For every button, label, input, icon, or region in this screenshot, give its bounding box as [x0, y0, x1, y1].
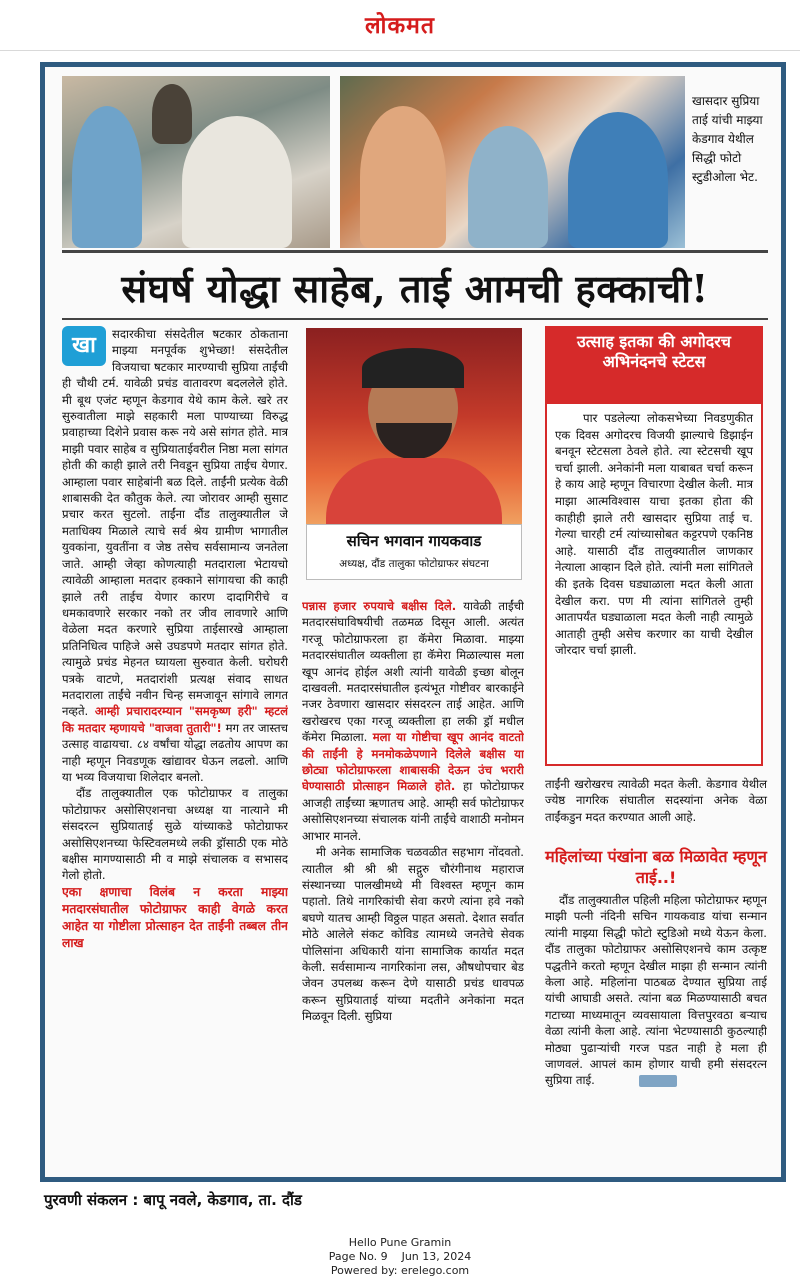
lokmat-logo: लोकमत: [364, 12, 436, 39]
divider: [62, 250, 768, 253]
col1-paragraph-1-tail: मग तर जास्तच उत्साह वाढायचा. ८४ वर्षांचा योद्धा लढतोय आपण का नाही म्हणून निवडणूक खांद्यावर घेऊन लढलो. आणि या भव्य विजयाचा शिलेदार बनलो.: [62, 720, 288, 784]
portrait-sachin-gaikwad: [306, 328, 522, 524]
col2-highlight-2: मला या गोष्टीचा खूप आनंद वाटतो की ताईंनी हे मनमोकळेपणाने दिलेले बक्षीस या छोट्या फोटोग्राफरला शाबासकी देऊन उंच भरारी घेण्यासाठी प्रोत्साहन मिळाले होते.: [302, 730, 524, 794]
column-1: [62, 326, 288, 1171]
photo-studio-visit: [340, 76, 685, 248]
col1-paragraph-1: सदारकीचा संसदेतील षटकार ठोकताना माझ्या मनपूर्वक शुभेच्छा! संसदेतील विजयाचा षटकार मारण्याची सुप्रिया ताईंची ही चौथी टर्म. यावेळी प्रचंड वातावरण बदललेले होते. मी बूथ एजंट म्हणून केडगाव येथे काम केले. खरे तर सुरुवातीला माझे सहकारी मला पाण्याच्या विरुद्ध प्रवाहाच्या दिशेने प्रवास करू नये असे सांगत होते. मात्र माझी पवार साहेब व सुप्रियाताईवरील निष्ठा मला सांगत होती की काही झाले तरी निवडून सुप्रिया ताईच येणार. आम्हाला पवार साहेबांनी बळ दिले. ताईंनी प्रत्येक वेळी शाबासकी देत कौतुक केले. त्या जोरावर आम्ही सुसाट प्रचार करत सुटलो. ताईंना दौंड तालुक्यातील जे मताधिक्य मिळाले त्याचे सर्व श्रेय ग्रामीण भागातील युवकांना, युवतींना व जेष्ठ तसेच सर्वसामान्य जनतेला जाते. आम्ही जेव्हा कोणत्याही मतदाराला भेटायचो त्यावेळी आम्हाला मतदार हक्काने सांगायचा की काही झाले तरी ताईच येणार कारण दादागिरीचे व धमकावणारे सरकार नको तर जीव लावणारे आणि वेळेला मदत करणारे सुप्रिया ताईसारखे आम्हाला प्रतिनिधित्व पाहिजे असे उघडपणे मतदार सांगत होते. त्यामुळे प्रचंड मेहनत घ्यायला सुरुवात केली. घरोघरी पत्रके वाटणे, मतदारांशी प्रत्यक्ष संवाद साधत मतदाराला ताईंचे नवीन चिन्ह समजावून सांगावे लागत नव्हते.: [62, 327, 288, 719]
col1-paragraph-2: दौंड तालुक्यातील एक फोटोग्राफर व तालुका फोटोग्राफर असोसिएशनचा अध्यक्ष या नात्याने मी संसदरत्न सुप्रियाताई सुळे यांच्याकडे फोटोग्राफर असोसिएशनच्या फेस्टिवलमध्ये लकी ड्रॉसाठी एक मोठे बक्षीस मागण्यासाठी मी व माझे संचालक व सभासद गेलो होतो.: [62, 786, 288, 883]
sidebar-text: पार पडलेल्या लोकसभेच्या निवडणुकीत एक दिवस अगोदरच विजयी झाल्याचे डिझाईन बनवून स्टेटसला ठेवले होते. त्या स्टेटसची खूप चर्चा झाली. अनेकांनी मला याबाबत चर्चा करून हे काय आहे म्हणून विचारणा देखील केली. मात्र माझा आत्मविश्वास याचा इतका होता की काहीही झाले तरी खासदार सुप्रिया ताई च. गेल्या चारही टर्म त्यांच्यासोबत कट्टरपणे एकनिष्ठ आहे. यासाठी दौंड तालुक्यातील जाणकार नेत्याला आव्हान दिले होते. त्यांनी मला सांगितले की इतके दिवस घड्याळाला मदत केली आता देखील करा. पण मी त्यांना सांगितले तुम्ही आतापर्यंत घड्याळाला मदत केली नाही त्यामुळे आताही तुम्ही असेच करणार का याची देखील जोरदार चर्चा झाली.: [555, 411, 753, 658]
col1-red-paragraph: एका क्षणाचा विलंब न करता माझ्या मतदारसंघातील फोटोग्राफर काही वेगळे करत आहेत या गोष्टीला प्रोत्साहन देत ताईंनी तब्बल तीन लाख: [62, 884, 288, 950]
photo-caption: खासदार सुप्रिया ताई यांची माझ्या केडगाव येथील सिद्धी फोटो स्टुडीओला भेट.: [692, 94, 763, 184]
powered-by: Powered by: erelego.com: [330, 1264, 470, 1277]
profile-name: सचिन भगवान गायकवाड: [346, 532, 482, 550]
col3-paragraph-2: दौंड तालुक्यातील पहिली महिला फोटोग्राफर म्हणून माझी पत्नी नंदिनी सचिन गायकवाड यांचा सन्मान त्यांनी माझ्या सिद्धी फोटो स्टुडिओ मध्ये येऊन केला. दौंड तालुका फोटोग्राफर असोसिएशनचे काम उत्कृष्ट पद्धतीने करतो म्हणून देखील माझा ही सन्मान त्यांनी केला आहे. महिलांना पाठबळ देण्यात सुप्रिया ताई यांची आघाडी असते. त्यांना बळ मिळण्यासाठी बचत गटाच्या माध्यमातून व्यवसायाला वित्तपुरवठा बऱ्याच वेळा त्यांनी केला आहे. त्यांना भेटण्यासाठी कुठल्याही मोठ्या पुढाऱ्यांची गरज पडत नाही हे मला ही जाणवलं. आपलं काम होणार याची हमी संसदरत्न सुप्रिया ताई.: [545, 893, 767, 1088]
col3-paragraph-1: ताईंनी खरोखरच त्यावेळी मदत केली. केडगाव येथील ज्येष्ठ नागरिक संघातील सदस्यांना अनेक वेळा ताईंकडुन मदत करण्यात आली आहे.: [545, 777, 767, 824]
divider: [62, 318, 768, 320]
credit-line: पुरवणी संकलन : बापू नवले, केडगाव, ता. दौंड: [44, 1191, 302, 1209]
profile-designation: अध्यक्ष, दौंड तालुका फोटोग्राफर संघटना: [339, 558, 489, 570]
page-date: Page No. 9 Jun 13, 2024: [328, 1250, 472, 1263]
publication-name: Hello Pune Gramin: [348, 1236, 452, 1249]
kha-badge: खा: [62, 326, 106, 366]
col2-paragraph-2: मी अनेक सामाजिक चळवळीत सहभाग नोंदवतो. त्यातील श्री श्री श्री सद्गुरु चौरंगीनाथ महाराज संस्थानच्या पालखीमध्ये मी विश्वस्त म्हणून काम पहातो. तिथे नागरिकांची सेवा करणे त्यांना हवे नको बघणे यातच आम्ही विठ्ठल पाहत असतो. देशात सर्वात मोठे आलेले संकट कोविड त्यामध्ये जनतेचे सेवक पोलिसांना अधिकारी यांना सामाजिक कार्यात मदत केली. सर्वसामान्य नागरिकांना लस, औषधोपचार बेड जेवन उपलब्ध करून देणे यासाठी प्रचंड धावपळ करून सुप्रियाताई यांच्या मदतीने अनेकांना मदत मिळवून दिली. सुप्रिया: [302, 845, 524, 1024]
col2-paragraph-1-tail: हा फोटोग्राफर आजही ताईंच्या ऋणातच आहे. आम्ही सर्व फोटोग्राफर असोसिएशनच्या संचालक यांनी ताईंचे वाशाठी मनोमन आभार मानले.: [302, 779, 524, 843]
col2-paragraph-1: यावेळी ताईंची मतदारसंघाविषयीची तळमळ दिसून आली. अत्यंत गरजू फोटोग्राफरला हा कॅमेरा मिळावा. माझ्या मतदारसंघातील व्यक्तीला हा कॅमेरा मिळाल्यास मला खूप आनंद होईल अशी त्यांनी यावेळी इच्छा बोलून दाखवली. मतदारसंघातील इत्यंभूत गोष्टीवर बारकाईने नजर ठेवणारा खासदार संसदरत्न ताई आहेत. आणि खरोखरच एका गरजू व्यक्तीला हा लकी ड्रॉ मधील कॅमेरा मिळाला.: [302, 599, 524, 745]
sidebar-box: [545, 402, 763, 766]
profile-namebox: [306, 524, 522, 580]
column-2: [302, 598, 524, 1173]
end-mark-icon: [639, 1075, 677, 1087]
col3-heading: महिलांच्या पंखांना बळ मिळावेत म्हणून ताई..!: [545, 847, 767, 887]
col1-highlight: आम्ही प्रचारादरम्यान "समकृष्ण हरी" म्हटलं कि मतदार म्हणायचे "वाजवा तुतारी"!: [62, 704, 288, 735]
column-3: [545, 892, 767, 1168]
headline: संघर्ष योद्धा साहेब, ताई आमची हक्काची!: [121, 266, 709, 311]
sidebar-heading: उत्साह इतका की अगोदरच अभिनंदनचे स्टेटस: [545, 326, 763, 402]
photo-sharad-pawar-event: [62, 76, 330, 248]
footer: [0, 1236, 800, 1278]
col2-highlight-1: पन्नास हजार रुपयाचे बक्षीस दिले.: [302, 599, 457, 613]
masthead: [0, 0, 800, 51]
